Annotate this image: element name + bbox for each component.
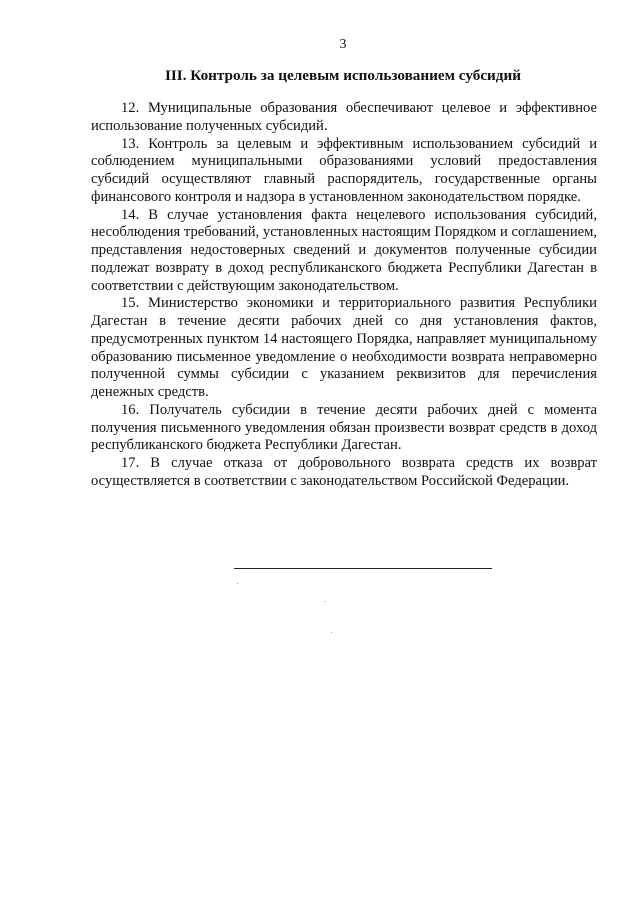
end-of-text-divider bbox=[234, 568, 492, 569]
scan-speck bbox=[331, 632, 332, 633]
paragraph-12: 12. Муниципальные образования обеспечивают целевое и эффективное использование полученных субсидий. bbox=[91, 100, 597, 134]
paragraph-14: 14. В случае установления факта нецелевого использования субсидий, несоблюдения требований, установленных настоящим Порядком и соглашением, представления недостоверных сведений и документов полученные субсидии подлежат возврату в доход республиканского бюджета Республики Дагестан в соответствии с действующим законодательством. bbox=[91, 206, 597, 294]
paragraph-17: 17. В случае отказа от добровольного возврата средств их возврат осуществляется в соответствии с законодательством Российской Федерации. bbox=[91, 455, 597, 489]
section-title: III. Контроль за целевым использованием субсидий bbox=[164, 67, 521, 84]
paragraph-13: 13. Контроль за целевым и эффективным использованием субсидий и соблюдением муниципальными образованиями условий предоставления субсидий осуществляют главный распорядитель, государственные органы финансового контроля и надзора в установленном законодательством порядке. bbox=[91, 135, 597, 205]
page-number: 3 bbox=[339, 37, 347, 52]
scan-speck bbox=[325, 601, 326, 602]
paragraph-15: 15. Министерство экономики и территориального развития Республики Дагестан в течение десяти рабочих дней со дня установления фактов, предусмотренных пунктом 14 настоящего Порядка, направляет муниципальному образованию письменное уведомление о необходимости возврата неправомерно полученной суммы субсидии с указанием реквизитов для перечисления денежных средств. bbox=[91, 295, 597, 400]
paragraph-16: 16. Получатель субсидии в течение десяти рабочих дней с момента получения письменного уведомления обязан произвести возврат средств в доход республиканского бюджета Республики Дагестан. bbox=[91, 401, 597, 454]
document-body bbox=[91, 100, 597, 491]
scan-speck bbox=[237, 583, 238, 584]
